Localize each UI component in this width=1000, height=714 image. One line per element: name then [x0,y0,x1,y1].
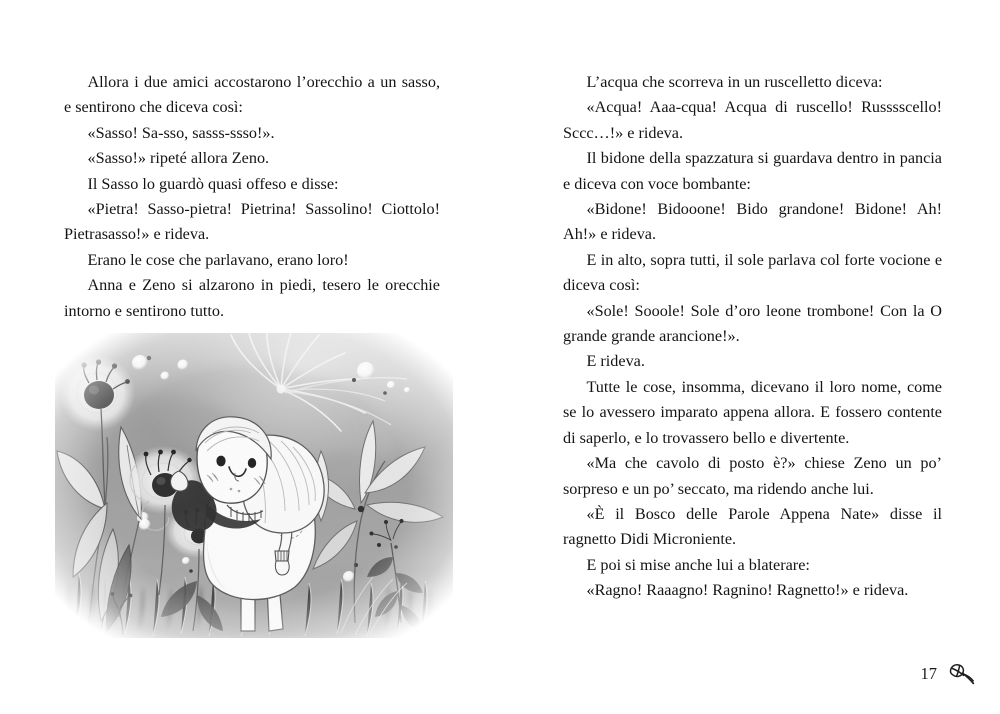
paragraph: Tutte le cose, insomma, dicevano il loro nome, come se lo avessero imparato appena allora. E fossero contente di saperlo, e lo trovassero bello e divertente. [563,377,942,447]
paragraph: Il Sasso lo guardò quasi offeso e disse: [87,174,339,193]
girl-in-flower-meadow-illustration [55,333,453,638]
paragraph: Il bidone della spazzatura si guardava dentro in pancia e diceva con voce bombante: [563,149,942,193]
paragraph: E in alto, sopra tutti, il sole parlava col forte vocione e diceva così: [563,250,942,295]
paragraph: Erano le cose che parlavano, erano loro! [87,250,349,269]
paragraph: «Sole! Sooole! Sole d’oro leone trombone! Con la O grande grande arancione!». [563,301,942,346]
paragraph: «Bidone! Bidooone! Bido grandone! Bidone! Ah! Ah!» e rideva. [563,200,942,244]
paragraph: «Sasso!» ripeté allora Zeno. [87,149,270,168]
paragraph: E poi si mise anche lui a blaterare: [586,555,810,574]
paragraph: E rideva. [586,352,645,371]
page-number: 17 [920,663,937,683]
paragraph: Anna e Zeno si alzarono in piedi, tesero le orecchie intorno e sentirono tutto. [64,276,440,320]
paragraph: «Acqua! Aaa-cqua! Acqua di ruscello! Russsscello! Sccc…!» e rideva. [563,98,942,142]
paragraph: «Sasso! Sa-sso, sasss-ssso!». [87,123,275,142]
paragraph: «Ragno! Raaagno! Ragnino! Ragnetto!» e rideva. [586,581,909,600]
right-text-column [563,70,942,604]
folio [921,662,977,686]
paragraph: «Ma che cavolo di posto è?» chiese Zeno un po’ sorpreso e un po’ seccato, ma ridendo anche lui. [563,454,942,498]
paragraph: L’acqua che scorreva in un ruscelletto diceva: [586,73,883,91]
left-text-column [64,70,440,324]
paragraph: «Pietra! Sasso-pietra! Pietrina! Sassolino! Ciottolo! Pietrasasso!» e rideva. [64,200,440,244]
paragraph: «È il Bosco delle Parole Appena Nate» disse il ragnetto Didi Microniente. [563,504,942,549]
leaf-ornament-icon [946,662,976,686]
paragraph: Allora i due amici accostarono l’orecchio a un sasso, e sentirono che diceva così: [64,73,440,117]
